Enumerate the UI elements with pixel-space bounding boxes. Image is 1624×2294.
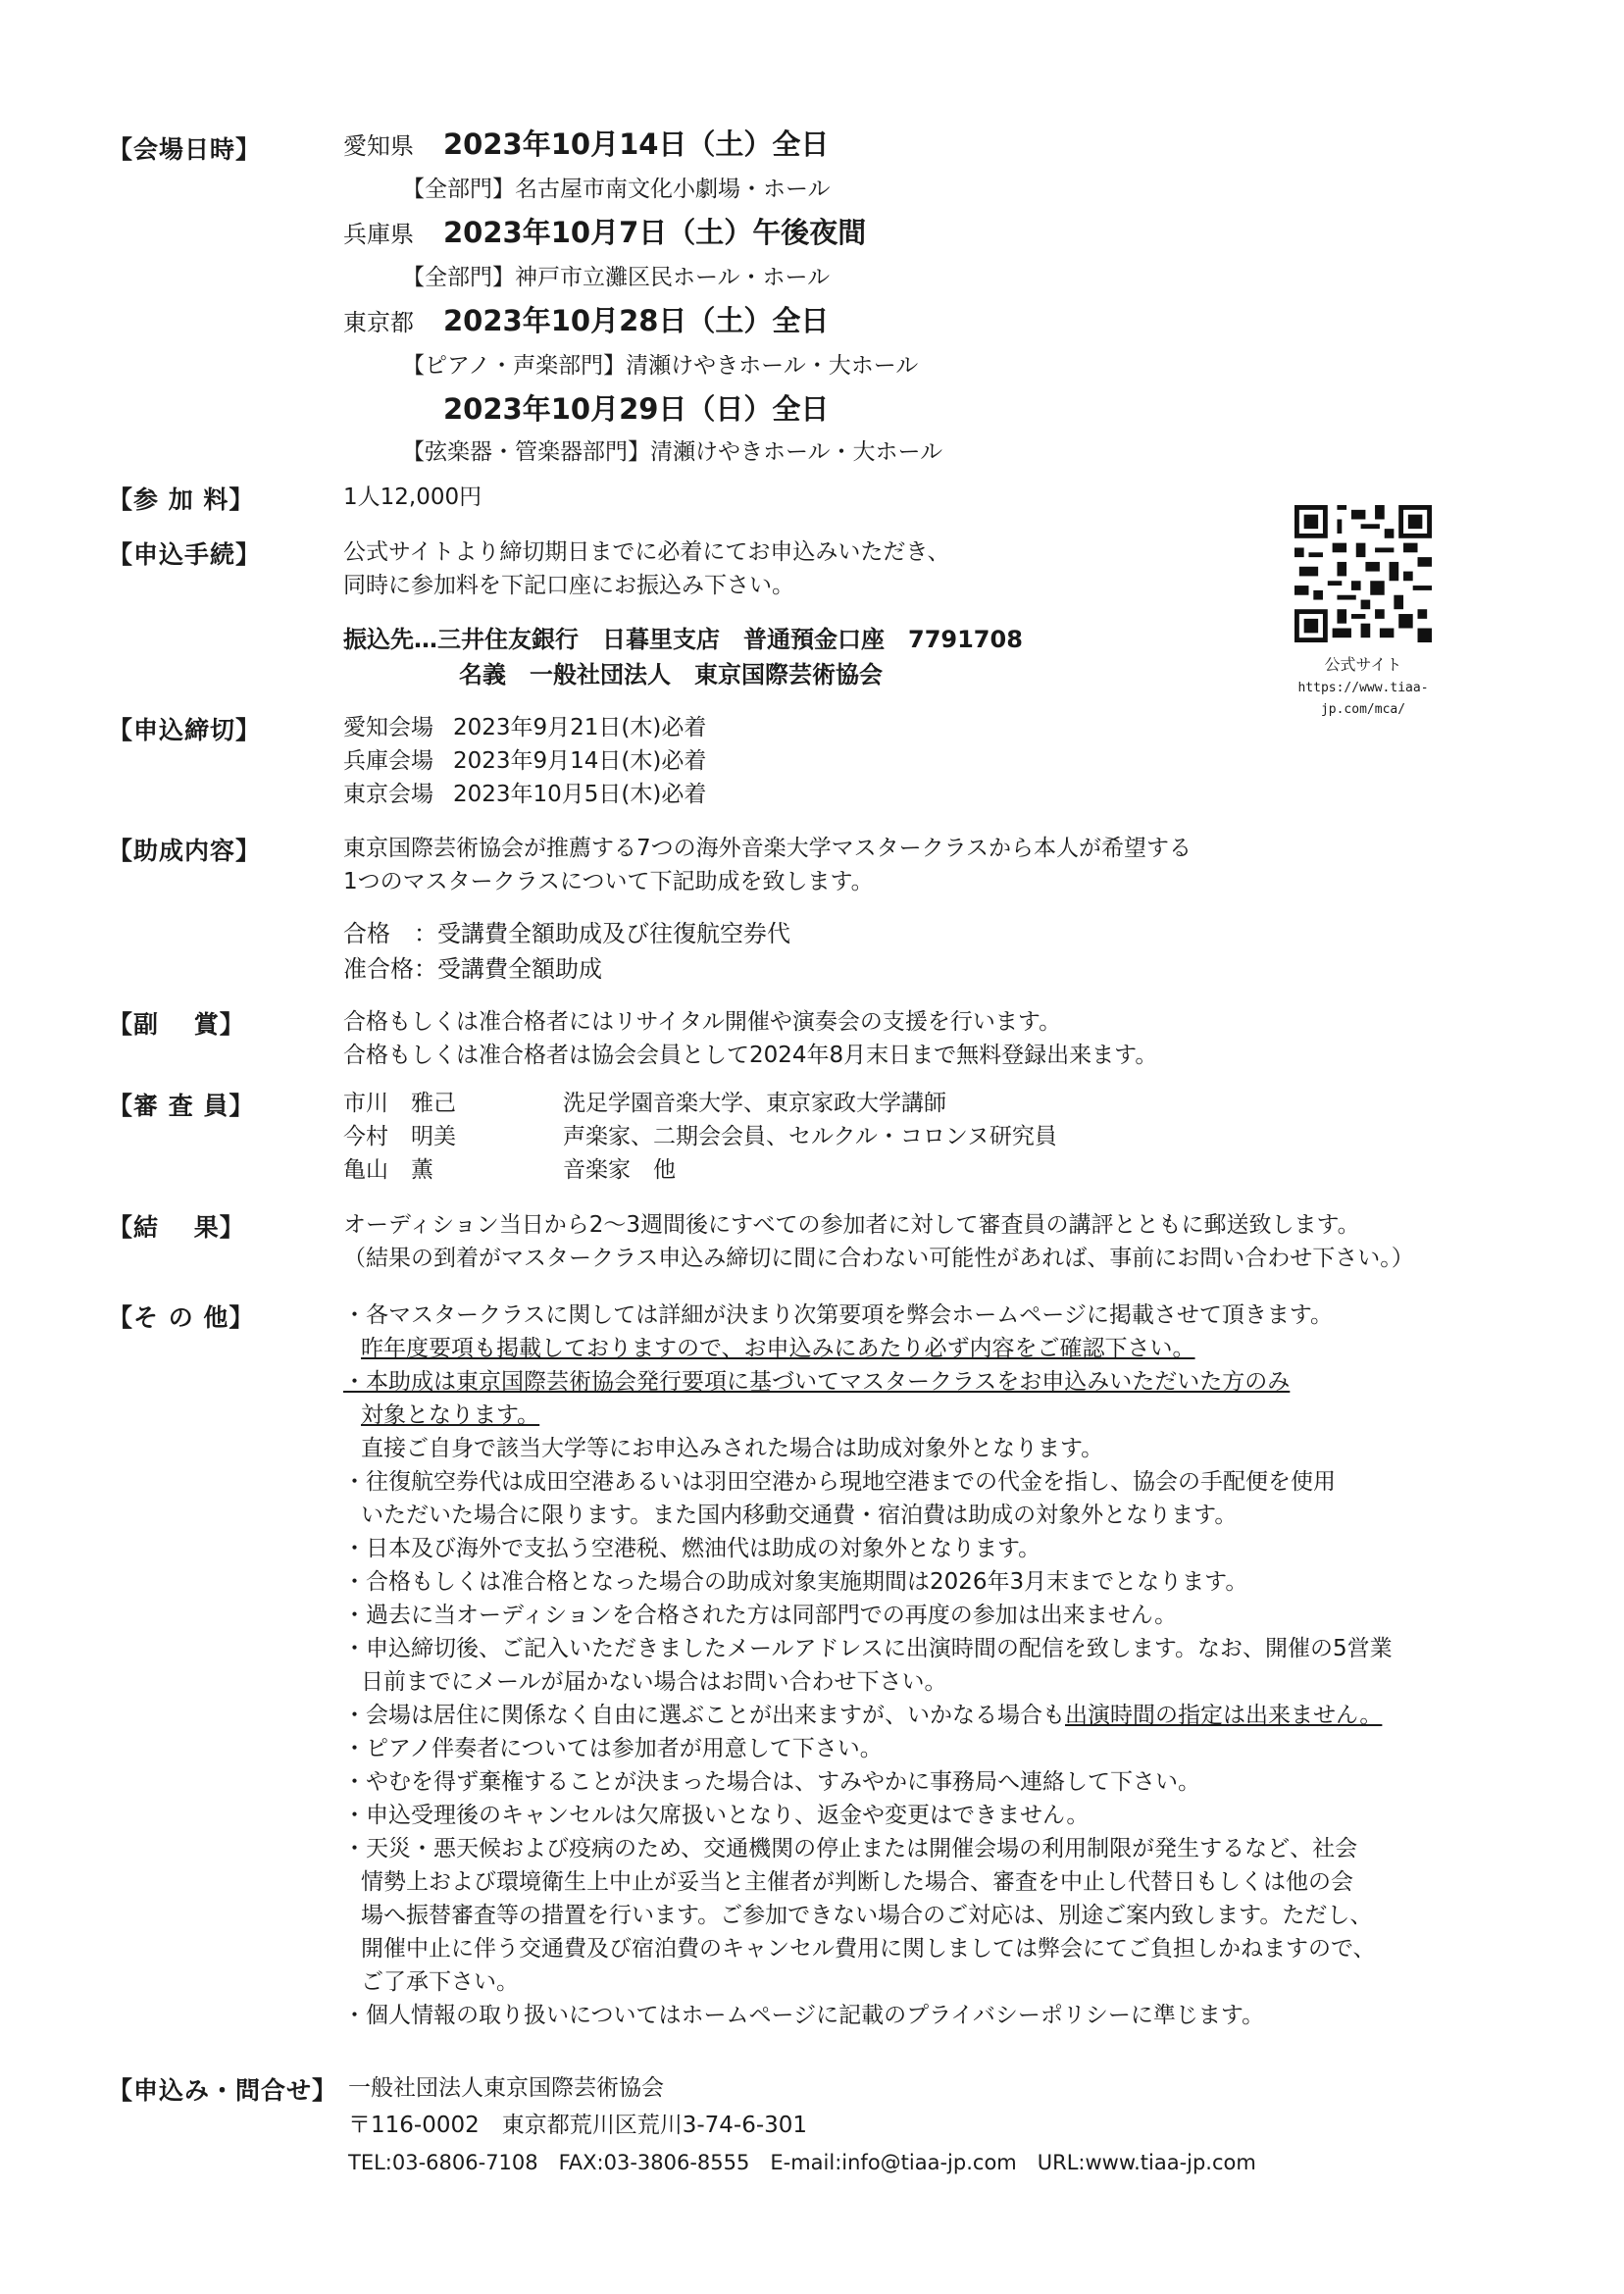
deadline-venue: 愛知会場 [343, 715, 433, 740]
prize-line-1: 合格もしくは准合格者にはリサイタル開催や演奏会の支援を行います。 [343, 1009, 1062, 1035]
note-line: ・天災・悪天候および疫病のため、交通機関の停止または開催会場の利用制限が発生するなど、社会 [343, 1836, 1358, 1861]
venue-content [343, 123, 1510, 474]
qr-caption: 公式サイト [1324, 655, 1402, 674]
fee-text: 1人12,000円 [343, 484, 482, 510]
tokyo-date-2: 2023年10月29日（日）全日 [443, 392, 830, 426]
contact-org: 一般社団法人東京国際芸術協会 [348, 2075, 664, 2101]
other-notes [343, 1299, 1510, 2032]
note-line: 昨年度要項も掲載しておりますので、お申込みにあたり必ず内容をご確認下さい。 [361, 1336, 1195, 1361]
note-line: 場へ振替審査等の措置を行います。ご参加できない場合のご対応は、別途ご案内致します。ただし、 [361, 1903, 1373, 1928]
note-line: ・日本及び海外で支払う空港税、燃油代は助成の対象外となります。 [343, 1536, 1041, 1561]
deadline-row [343, 744, 1510, 778]
deadline-row [343, 778, 1510, 811]
note-line: 対象となります。 [361, 1402, 540, 1428]
note-line: 日前までにメールが届かない場合はお問い合わせ下さい。 [361, 1669, 947, 1695]
judges-label: 【審 査 員】 [108, 1092, 255, 1120]
qr-code-icon[interactable] [1294, 505, 1432, 642]
deadline-venue: 兵庫会場 [343, 748, 433, 774]
qr-block [1265, 505, 1461, 721]
judge-row [343, 1087, 1510, 1120]
result-line-1: オーディション当日から2～3週間後にすべての参加者に対して審査員の講評とともに郵送致します。 [343, 1212, 1360, 1238]
tokyo-pref: 東京都 [343, 309, 414, 336]
result-line-2: （結果の到着がマスタークラス申込み締切に間に合わない可能性があれば、事前にお問い合わせ下さい。） [343, 1246, 1414, 1271]
note-line: いただいた場合に限ります。また国内移動交通費・宿泊費は助成の対象外となります。 [361, 1503, 1238, 1528]
bank-holder: 名義 一般社団法人 東京国際芸術協会 [459, 661, 883, 688]
tokyo-date-line-1 [343, 299, 1510, 344]
tokyo-detail-2: 【弦楽器・管楽器部門】清瀬けやきホール・大ホール [402, 439, 943, 465]
judge-name: 市川 雅己 [343, 1091, 456, 1116]
result-label: 【結 果】 [108, 1213, 245, 1242]
prize-label: 【副 賞】 [108, 1010, 245, 1039]
judge-row [343, 1153, 1510, 1187]
tokyo-detail-1: 【ピアノ・声楽部門】清瀬けやきホール・大ホール [402, 353, 919, 379]
note-line: ・申込締切後、ご記入いただきましたメールアドレスに出演時間の配信を致します。なお、開催の5営業 [343, 1636, 1393, 1661]
hyogo-pref: 兵庫県 [343, 221, 414, 248]
aichi-date: 2023年10月14日（土）全日 [443, 127, 830, 161]
contact-address: 〒116-0002 東京都荒川区荒川3-74-6-301 [348, 2113, 808, 2138]
judge-row [343, 1120, 1510, 1153]
note-line: 開催中止に伴う交通費及び宿泊費のキャンセル費用に関しましては弊会にてご負担しかねますので、 [361, 1936, 1376, 1962]
aichi-pref: 愛知県 [343, 132, 414, 160]
tokyo-date-1: 2023年10月28日（土）全日 [443, 304, 830, 337]
judge-title: 声楽家、二期会会員、セルクル・コロンヌ研究員 [563, 1124, 1057, 1149]
deadline-venue: 東京会場 [343, 782, 433, 807]
note-line: ご了承下さい。 [361, 1969, 519, 1995]
hyogo-detail: 【全部門】神戸市立灘区民ホール・ホール [402, 265, 831, 290]
procedure-label: 【申込手続】 [108, 540, 262, 569]
grant-semi: 准合格：受講費全額助成 [343, 955, 602, 983]
procedure-line-1: 公式サイトより締切期日までに必着にてお申込みいただき、 [343, 539, 950, 565]
hyogo-date-line [343, 211, 1510, 256]
grant-label: 【助成内容】 [108, 837, 262, 865]
note-line: ・合格もしくは准合格となった場合の助成対象実施期間は2026年3月末までとなります。 [343, 1569, 1248, 1595]
venue-label: 【会場日時】 [108, 135, 262, 164]
fee-label: 【参 加 料】 [108, 485, 255, 514]
deadline-date: 2023年10月5日(木)必着 [453, 782, 707, 807]
note-line: 直接ご自身で該当大学等にお申込みされた場合は助成対象外となります。 [361, 1436, 1104, 1461]
grant-line-1: 東京国際芸術協会が推薦する7つの海外音楽大学マスタークラスから本人が希望する [343, 836, 1192, 861]
grant-line-2: 1つのマスタークラスについて下記助成を致します。 [343, 869, 874, 894]
aichi-date-line [343, 123, 1510, 168]
judge-title: 洗足学園音楽大学、東京家政大学講師 [563, 1091, 946, 1116]
prize-line-2: 合格もしくは准合格者は協会会員として2024年8月末日まで無料登録出来ます。 [343, 1043, 1158, 1068]
contact-label: 【申込み・問合せ】 [108, 2076, 338, 2105]
grant-pass: 合格 ：受講費全額助成及び往復航空券代 [343, 920, 790, 947]
bank-account: 振込先…三井住友銀行 日暮里支店 普通預金口座 7791708 [343, 626, 1023, 653]
aichi-detail: 【全部門】名古屋市南文化小劇場・ホール [402, 177, 831, 202]
note-line: ・個人情報の取り扱いについてはホームページに記載のプライバシーポリシーに準じます。 [343, 2003, 1265, 2028]
contact-tel[interactable]: TEL:03-6806-7108 FAX:03-3806-8555 E-mail:info@tiaa-jp.com URL:www.tiaa-jp.com [348, 2151, 1256, 2174]
deadline-date: 2023年9月14日(木)必着 [453, 748, 707, 774]
note-line: ・本助成は東京国際芸術協会発行要項に基づいてマスタークラスをお申込みいただいた方のみ [343, 1369, 1291, 1395]
deadline-row [343, 711, 1510, 744]
note-line: ・往復航空券代は成田空港あるいは羽田空港から現地空港までの代金を指し、協会の手配便を使用 [343, 1469, 1336, 1495]
other-label: 【そ の 他】 [108, 1303, 255, 1332]
note-line: ・ピアノ伴奏者については参加者が用意して下さい。 [343, 1736, 883, 1761]
note-line: ・過去に当オーディションを合格された方は同部門での再度の参加は出来ません。 [343, 1603, 1178, 1628]
judge-name: 亀山 薫 [343, 1157, 433, 1183]
note-line: ・やむを得ず棄権することが決まった場合は、すみやかに事務局へ連絡して下さい。 [343, 1769, 1200, 1795]
note-line: ・申込受理後のキャンセルは欠席扱いとなり、返金や変更はできません。 [343, 1803, 1090, 1828]
note-line: ・各マスタークラスに関しては詳細が決まり次第要項を弊会ホームページに掲載させて頂きます。 [343, 1302, 1334, 1328]
judge-name: 今村 明美 [343, 1124, 456, 1149]
deadline-date: 2023年9月21日(木)必着 [453, 715, 707, 740]
hyogo-date: 2023年10月7日（土）午後夜間 [443, 216, 867, 249]
deadline-label: 【申込締切】 [108, 716, 262, 744]
judge-title: 音楽家 他 [563, 1157, 676, 1183]
procedure-line-2: 同時に参加料を下記口座にお振込み下さい。 [343, 573, 794, 598]
qr-url[interactable]: https://www.tiaa-jp.com/mca/ [1297, 681, 1429, 717]
note-line: 情勢上および環境衛生上中止が妥当と主催者が判断した場合、審査を中止し代替日もしくは他の会 [361, 1869, 1353, 1895]
note-line: ・会場は居住に関係なく自由に選ぶことが出来ますが、いかなる場合も出演時間の指定は出来ません。 [343, 1703, 1383, 1728]
